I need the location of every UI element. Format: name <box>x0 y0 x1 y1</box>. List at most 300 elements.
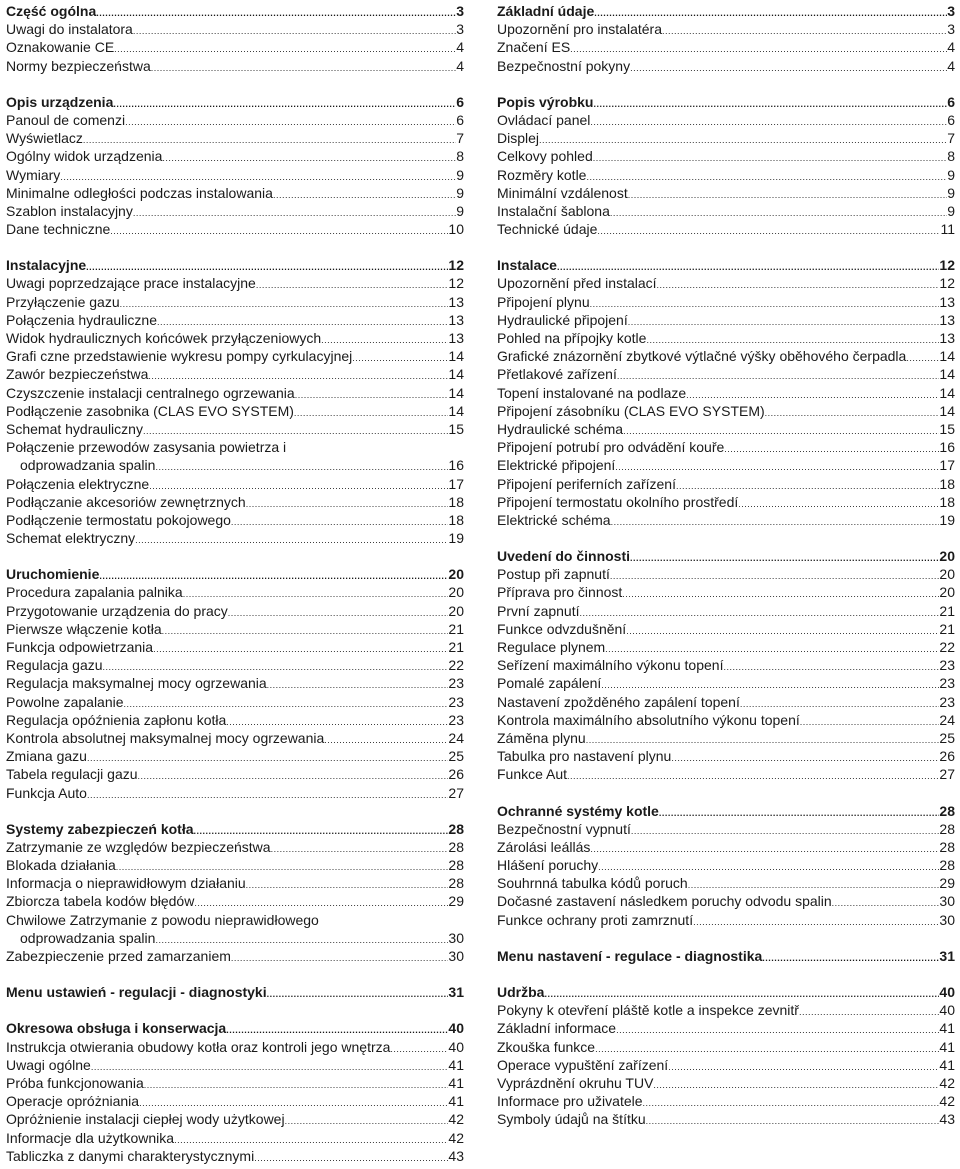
toc-page-number: 41 <box>939 1056 955 1073</box>
toc-dot-leader <box>626 622 939 640</box>
toc-page-number: 6 <box>947 111 955 128</box>
toc-dot-leader <box>653 1076 939 1094</box>
toc-entry-title: Podłączenie termostatu pokojowego <box>6 511 231 528</box>
toc-page-number: 13 <box>939 311 955 328</box>
toc-entry[interactable] <box>6 202 464 220</box>
toc-page-number: 27 <box>448 784 464 801</box>
toc-entry[interactable] <box>6 329 464 347</box>
toc-section <box>6 820 464 966</box>
toc-page-number: 14 <box>448 366 464 383</box>
toc-heading[interactable] <box>6 2 464 20</box>
toc-entry[interactable] <box>6 511 464 529</box>
toc-entry[interactable] <box>6 602 464 620</box>
toc-page-number: 4 <box>947 57 955 74</box>
toc-entry[interactable] <box>6 620 464 638</box>
toc-page-number: 9 <box>947 184 955 201</box>
toc-entry-title: Hlášení poruchy <box>497 857 599 874</box>
toc-page-number: 14 <box>939 366 955 383</box>
toc-page-number: 30 <box>939 893 955 910</box>
toc-dot-leader <box>906 349 939 367</box>
toc-page-number: 40 <box>939 1002 955 1019</box>
toc-entry-title: Instalace <box>497 257 557 274</box>
toc-entry-title: Operace vypuštění zařízení <box>497 1056 669 1073</box>
toc-dot-leader <box>155 458 448 476</box>
toc-page-number: 23 <box>448 675 464 692</box>
toc-page-number: 20 <box>939 548 955 565</box>
toc-dot-leader <box>593 149 947 167</box>
toc-dot-leader <box>597 222 940 240</box>
toc-entry-title: Zmiana gazu <box>6 748 87 765</box>
toc-section <box>6 565 464 801</box>
toc-entry[interactable] <box>6 693 464 711</box>
toc-section <box>6 256 464 547</box>
toc-heading[interactable] <box>497 983 955 1001</box>
toc-entry[interactable] <box>6 1038 464 1056</box>
toc-page-number: 19 <box>448 530 464 547</box>
toc-entry[interactable] <box>497 874 955 892</box>
toc-entry-title: Regulacja maksymalnej mocy ogrzewania <box>6 675 267 692</box>
toc-page-number: 6 <box>947 93 955 110</box>
toc-entry-title: Displej <box>497 130 540 147</box>
toc-entry[interactable] <box>6 347 464 365</box>
toc-dot-leader <box>246 495 449 513</box>
toc-entry[interactable] <box>6 638 464 656</box>
toc-page-number: 28 <box>939 838 955 855</box>
toc-section <box>497 93 955 239</box>
toc-heading[interactable] <box>497 256 955 274</box>
toc-dot-leader <box>324 731 448 749</box>
toc-entry[interactable] <box>6 1092 464 1110</box>
toc-entry-title: Kontrola absolutnej maksymalnej mocy ogrzewania <box>6 729 325 746</box>
toc-page-number: 12 <box>448 257 464 274</box>
toc-page-number: 9 <box>456 202 464 219</box>
toc-entry-title: Základní údaje <box>497 3 595 19</box>
toc-dot-leader <box>162 149 456 167</box>
toc-entry[interactable] <box>497 693 955 711</box>
toc-page-number: 4 <box>456 39 464 56</box>
toc-heading[interactable] <box>6 983 464 1001</box>
toc-entry[interactable] <box>497 475 955 493</box>
toc-page-number: 31 <box>939 947 955 964</box>
toc-page-number: 9 <box>456 166 464 183</box>
toc-entry[interactable] <box>497 674 955 692</box>
toc-dot-leader <box>800 713 940 731</box>
toc-page-number: 28 <box>448 875 464 892</box>
toc-entry-title: Opróżnienie instalacji ciepłej wody użytkowej <box>6 1111 285 1128</box>
toc-dot-leader <box>610 567 940 585</box>
toc-entry[interactable] <box>497 456 955 474</box>
toc-entry-title: Záměna plynu <box>497 729 586 746</box>
toc-dot-leader <box>138 767 449 785</box>
toc-page-number: 21 <box>939 602 955 619</box>
toc-entry-title: Nastavení zpožděného zapálení topení <box>497 693 740 710</box>
toc-entry-title: Grafi czne przedstawienie wykresu pompy cyrkulacyjnej <box>6 348 353 365</box>
toc-dot-leader <box>125 113 456 131</box>
toc-entry-title: Připojení periferních zařízení <box>497 475 676 492</box>
toc-entry[interactable] <box>497 38 955 56</box>
toc-entry-title: Popis výrobku <box>497 93 594 110</box>
toc-entry-title: Chwilowe Zatrzymanie z powodu nieprawidłowego <box>6 911 319 928</box>
toc-entry[interactable] <box>497 620 955 638</box>
toc-page-number: 31 <box>448 984 464 1001</box>
toc-entry[interactable] <box>6 184 464 202</box>
toc-heading[interactable] <box>6 820 464 838</box>
toc-dot-leader <box>96 4 456 22</box>
toc-entry[interactable] <box>6 911 464 929</box>
toc-page-number: 26 <box>939 748 955 765</box>
toc-entry[interactable] <box>6 1056 464 1074</box>
toc-entry[interactable] <box>6 856 464 874</box>
toc-page-number: 14 <box>448 384 464 401</box>
toc-entry[interactable] <box>497 274 955 292</box>
toc-dot-leader <box>246 876 449 894</box>
toc-entry-title: Topení instalované na podlaze <box>497 384 687 401</box>
toc-entry[interactable] <box>497 1092 955 1110</box>
toc-page-number: 18 <box>448 493 464 510</box>
toc-dot-leader <box>724 440 939 458</box>
toc-entry[interactable] <box>497 493 955 511</box>
toc-entry[interactable] <box>6 57 464 75</box>
toc-page-number: 28 <box>939 857 955 874</box>
toc-entry-title: Funkcja Auto <box>6 784 87 801</box>
toc-heading[interactable] <box>497 547 955 565</box>
toc-entry[interactable] <box>497 347 955 365</box>
toc-entry[interactable] <box>6 365 464 383</box>
toc-entry-title: Zabezpieczenie przed zamarzaniem <box>6 948 231 964</box>
toc-entry-title: Instalacyjne <box>6 257 87 274</box>
toc-entry-title: Funkcja odpowietrzania <box>6 639 154 655</box>
toc-page-number: 28 <box>939 802 955 819</box>
toc-entry[interactable] <box>497 911 955 929</box>
toc-dot-leader <box>668 1058 939 1076</box>
toc-entry-title: Dane techniczne <box>6 221 111 238</box>
toc-page-number: 13 <box>448 311 464 328</box>
toc-entry-title: Funkce ochrany proti zamrznutí <box>497 911 694 928</box>
toc-heading[interactable] <box>497 947 955 965</box>
toc-entry[interactable] <box>497 856 955 874</box>
toc-page-number: 14 <box>448 348 464 365</box>
toc-entry-title: Funkce odvzdušnění <box>497 620 627 637</box>
toc-entry[interactable] <box>497 311 955 329</box>
toc-entry[interactable] <box>6 747 464 765</box>
toc-entry[interactable] <box>6 166 464 184</box>
toc-page-number: 30 <box>448 929 464 946</box>
toc-dot-leader <box>87 749 448 767</box>
toc-page-number: 42 <box>448 1111 464 1128</box>
toc-section <box>497 547 955 783</box>
toc-section <box>497 983 955 1129</box>
toc-entry[interactable] <box>6 1147 464 1165</box>
toc-entry[interactable] <box>497 365 955 383</box>
toc-entry-title: Upozornění před instalací <box>497 275 657 292</box>
toc-dot-leader <box>151 59 456 77</box>
toc-page-number: 23 <box>939 693 955 710</box>
toc-dot-leader <box>539 131 947 149</box>
toc-entry[interactable] <box>6 765 464 783</box>
toc-entry-title: Souhrnná tabulka kódů poruch <box>497 875 688 892</box>
toc-section <box>497 2 955 75</box>
toc-dot-leader <box>643 1094 940 1112</box>
toc-page-number: 10 <box>448 221 464 238</box>
toc-entry[interactable] <box>497 184 955 202</box>
toc-page-number: 30 <box>448 948 464 964</box>
toc-dot-leader <box>610 204 947 222</box>
toc-entry[interactable] <box>6 892 464 910</box>
toc-entry-title: Podłączanie akcesoriów zewnętrznych <box>6 493 246 510</box>
toc-entry-title: Zbiorcza tabela kodów błędów <box>6 893 195 910</box>
toc-entry[interactable] <box>6 874 464 892</box>
toc-entry-title: Wymiary <box>6 166 61 183</box>
toc-section <box>497 947 955 965</box>
toc-entry[interactable] <box>6 402 464 420</box>
toc-entry[interactable] <box>497 111 955 129</box>
toc-entry[interactable] <box>6 438 464 456</box>
toc-entry-title: Ogólny widok urządzenia <box>6 148 163 165</box>
toc-entry[interactable] <box>497 166 955 184</box>
toc-entry[interactable] <box>497 747 955 765</box>
toc-page-number: 9 <box>947 202 955 219</box>
toc-entry-title: Przyłączenie gazu <box>6 293 120 310</box>
toc-dot-leader <box>114 40 456 58</box>
toc-entry[interactable] <box>497 892 955 910</box>
toc-entry[interactable] <box>497 293 955 311</box>
toc-entry-title: Informace pro uživatele <box>497 1093 643 1110</box>
toc-entry[interactable] <box>6 147 464 165</box>
toc-heading[interactable] <box>6 256 464 274</box>
toc-entry[interactable] <box>497 729 955 747</box>
toc-entry[interactable] <box>6 929 464 947</box>
toc-page-number: 9 <box>456 184 464 201</box>
toc-entry[interactable] <box>497 638 955 656</box>
toc-entry-title: Regulacja opóźnienia zapłonu kotła <box>6 711 227 728</box>
toc-entry[interactable] <box>6 656 464 674</box>
toc-entry[interactable] <box>6 947 464 965</box>
toc-page-number: 40 <box>939 984 955 1000</box>
toc-page-number: 3 <box>947 3 955 19</box>
toc-page-number: 17 <box>448 475 464 492</box>
toc-entry[interactable] <box>497 656 955 674</box>
toc-entry[interactable] <box>6 529 464 547</box>
toc-entry-title: Oznakowanie CE <box>6 39 115 56</box>
toc-section <box>6 1019 464 1165</box>
toc-entry[interactable] <box>497 838 955 856</box>
toc-entry-title: Tabliczka z danymi charakterystycznymi <box>6 1147 255 1164</box>
toc-entry[interactable] <box>6 274 464 292</box>
toc-entry[interactable] <box>497 602 955 620</box>
toc-entry-title: Podłączenie zasobnika (CLAS EVO SYSTEM) <box>6 402 294 419</box>
toc-page-number: 14 <box>939 348 955 365</box>
toc-entry[interactable] <box>497 129 955 147</box>
toc-dot-leader <box>832 894 940 912</box>
toc-entry[interactable] <box>6 1074 464 1092</box>
toc-heading[interactable] <box>6 1019 464 1037</box>
toc-entry[interactable] <box>497 1110 955 1128</box>
toc-page-number: 25 <box>448 748 464 765</box>
toc-entry-title: Normy bezpieczeństwa <box>6 57 151 74</box>
toc-entry[interactable] <box>6 784 464 802</box>
toc-entry-title: Próba funkcjonowania <box>6 1074 144 1091</box>
toc-dot-leader <box>87 786 448 804</box>
toc-entry-title: Uwagi poprzedzające prace instalacyjne <box>6 275 256 292</box>
toc-page-number: 30 <box>939 911 955 928</box>
toc-entry-title: Tabulka pro nastavení plynu <box>497 748 672 765</box>
toc-entry[interactable] <box>6 38 464 56</box>
toc-dot-leader <box>390 1040 448 1058</box>
toc-entry[interactable] <box>497 511 955 529</box>
toc-dot-leader <box>646 1112 940 1130</box>
toc-page-number: 12 <box>939 257 955 274</box>
toc-entry-title: Minimalne odległości podczas instalowania <box>6 184 273 201</box>
toc-page-number: 23 <box>448 711 464 728</box>
toc-entry[interactable] <box>497 820 955 838</box>
toc-entry[interactable] <box>6 129 464 147</box>
toc-entry-title: Menu nastavení - regulace - diagnostika <box>497 947 763 964</box>
toc-entry-title: Značení ES <box>497 39 571 56</box>
toc-entry[interactable] <box>497 202 955 220</box>
toc-entry-title: Celkovy pohled <box>497 148 593 165</box>
toc-dot-leader <box>611 513 940 531</box>
toc-entry-title: Przygotowanie urządzenia do pracy <box>6 602 228 619</box>
toc-page-number: 40 <box>448 1038 464 1055</box>
toc-heading[interactable] <box>6 565 464 583</box>
toc-entry[interactable] <box>497 765 955 783</box>
toc-entry-title: Hydraulické schéma <box>497 420 624 437</box>
toc-page-number: 8 <box>456 148 464 165</box>
toc-dot-leader <box>267 676 449 694</box>
toc-entry-title: Minimální vzdálenost <box>497 184 628 201</box>
toc-entry[interactable] <box>497 220 955 238</box>
toc-page-number: 42 <box>939 1074 955 1091</box>
toc-entry-title: Příprava pro činnost <box>497 584 623 601</box>
toc-entry-title: Panoul de comenzi <box>6 111 126 128</box>
toc-dot-leader <box>799 1003 939 1021</box>
toc-entry[interactable] <box>6 711 464 729</box>
toc-entry[interactable] <box>497 565 955 583</box>
toc-entry[interactable] <box>497 438 955 456</box>
toc-entry-title: Připojení zásobníku (CLAS EVO SYSTEM) <box>497 402 765 419</box>
toc-entry[interactable] <box>497 1074 955 1092</box>
toc-page-number: 25 <box>939 729 955 746</box>
toc-dot-leader <box>144 1076 449 1094</box>
toc-entry[interactable] <box>6 493 464 511</box>
toc-entry[interactable] <box>497 583 955 601</box>
toc-entry-title: Kontrola maximálního absolutního výkonu topení <box>497 711 800 728</box>
toc-entry[interactable] <box>497 329 955 347</box>
toc-entry-title: Uruchomienie <box>6 566 100 583</box>
toc-page-number: 43 <box>448 1147 464 1164</box>
toc-entry[interactable] <box>6 1129 464 1147</box>
toc-entry-title: Hydraulické připojení <box>497 311 628 328</box>
toc-dot-leader <box>622 585 939 603</box>
toc-entry[interactable] <box>6 475 464 493</box>
toc-entry[interactable] <box>6 1110 464 1128</box>
toc-entry-title: Pokyny k otevření pláště kotle a inspekce zevnitř <box>497 1002 799 1019</box>
toc-page-number: 23 <box>939 675 955 692</box>
toc-entry[interactable] <box>6 456 464 474</box>
toc-page-number: 29 <box>448 893 464 910</box>
toc-entry[interactable] <box>497 420 955 438</box>
toc-entry[interactable] <box>497 1056 955 1074</box>
toc-entry[interactable] <box>497 1019 955 1037</box>
toc-entry[interactable] <box>6 420 464 438</box>
toc-dot-leader <box>662 22 947 40</box>
toc-entry[interactable] <box>497 20 955 38</box>
toc-page-number: 13 <box>448 330 464 346</box>
toc-page-number: 28 <box>448 820 464 837</box>
toc-dot-leader <box>113 95 456 113</box>
toc-dot-leader <box>693 913 939 931</box>
toc-page-number: 29 <box>939 875 955 892</box>
toc-entry[interactable] <box>6 729 464 747</box>
toc-entry[interactable] <box>497 147 955 165</box>
toc-entry[interactable] <box>497 402 955 420</box>
toc-dot-leader <box>738 495 939 513</box>
toc-dot-leader <box>110 222 448 240</box>
toc-entry-title: Elektrické připojení <box>497 457 616 474</box>
toc-page-number: 42 <box>448 1129 464 1146</box>
toc-entry[interactable] <box>6 220 464 238</box>
toc-entry-title: Czyszczenie instalacji centralnego ogrzewania <box>6 384 295 401</box>
toc-page-number: 7 <box>947 130 955 147</box>
toc-entry-title: Uwagi do instalatora <box>6 21 133 38</box>
toc-entry-title: Bezpečnostní vypnutí <box>497 820 631 837</box>
toc-section <box>6 983 464 1001</box>
toc-entry[interactable] <box>497 57 955 75</box>
toc-dot-leader <box>162 622 449 640</box>
toc-entry-title: Schemat hydrauliczny <box>6 420 143 437</box>
toc-section <box>497 256 955 529</box>
toc-entry-title: První zapnutí <box>497 602 580 619</box>
toc-dot-leader <box>352 349 448 367</box>
toc-entry[interactable] <box>497 1001 955 1019</box>
toc-section <box>6 2 464 75</box>
toc-entry-title: Powolne zapalanie <box>6 693 124 710</box>
toc-dot-leader <box>765 404 940 422</box>
toc-entry-title: Ovládací panel <box>497 111 591 128</box>
toc-entry[interactable] <box>6 583 464 601</box>
toc-dot-leader <box>671 749 939 767</box>
toc-entry[interactable] <box>6 111 464 129</box>
toc-heading[interactable] <box>497 2 955 20</box>
toc-heading[interactable] <box>6 93 464 111</box>
toc-dot-leader <box>254 1149 448 1167</box>
toc-page-number: 3 <box>456 21 464 38</box>
toc-entry[interactable] <box>6 311 464 329</box>
toc-entry[interactable] <box>497 711 955 729</box>
toc-entry[interactable] <box>6 20 464 38</box>
toc-heading[interactable] <box>497 802 955 820</box>
toc-entry-title: Pomalé zapálení <box>497 675 602 692</box>
toc-page-number: 7 <box>456 130 464 147</box>
toc-entry[interactable] <box>6 384 464 402</box>
toc-dot-leader <box>590 295 940 313</box>
toc-dot-leader <box>628 313 940 331</box>
toc-dot-leader <box>228 604 449 622</box>
toc-entry[interactable] <box>497 384 955 402</box>
toc-entry[interactable] <box>6 674 464 692</box>
toc-entry-title: Tabela regulacji gazu <box>6 766 138 783</box>
toc-page-number: 6 <box>456 111 464 128</box>
toc-entry-title: Widok hydraulicznych końcówek przyłączeniowych <box>6 330 322 346</box>
toc-entry[interactable] <box>6 293 464 311</box>
toc-dot-leader <box>631 822 940 840</box>
toc-heading[interactable] <box>497 93 955 111</box>
toc-page-number: 18 <box>939 493 955 510</box>
toc-entry[interactable] <box>6 838 464 856</box>
toc-section <box>6 93 464 239</box>
toc-page-number: 21 <box>448 620 464 637</box>
toc-entry[interactable] <box>497 1038 955 1056</box>
